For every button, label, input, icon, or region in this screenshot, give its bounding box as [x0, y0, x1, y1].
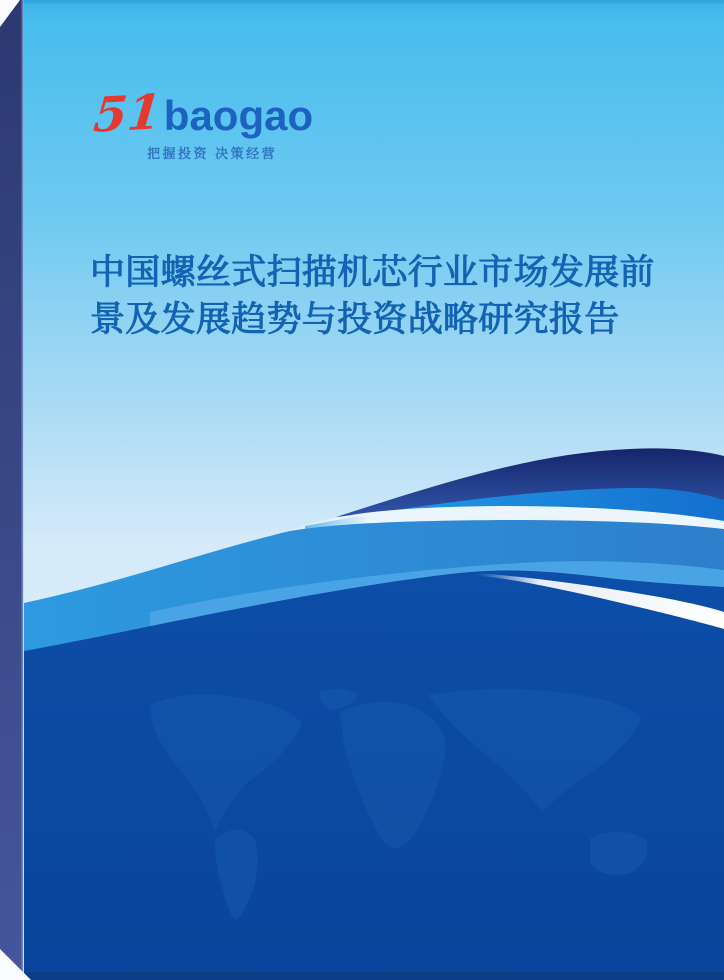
report-title-line2: 景及发展趋势与投资战略研究报告: [90, 300, 620, 339]
brand-tagline: 把握投资 决策经营: [147, 146, 278, 161]
report-title-line1: 中国螺丝式扫描机芯行业市场发展前: [90, 253, 655, 292]
book-spine: [0, 0, 23, 980]
logo-51-mark: 51: [91, 84, 164, 144]
report-title: [90, 249, 655, 343]
top-edge-band: [0, 0, 724, 4]
bottom-edge: [24, 972, 724, 980]
brand-logo-row: [91, 84, 314, 144]
spine-edge-highlight: [22, 0, 24, 980]
logo-baogao-text: baogao: [163, 92, 314, 139]
brand-logo: [91, 84, 314, 162]
